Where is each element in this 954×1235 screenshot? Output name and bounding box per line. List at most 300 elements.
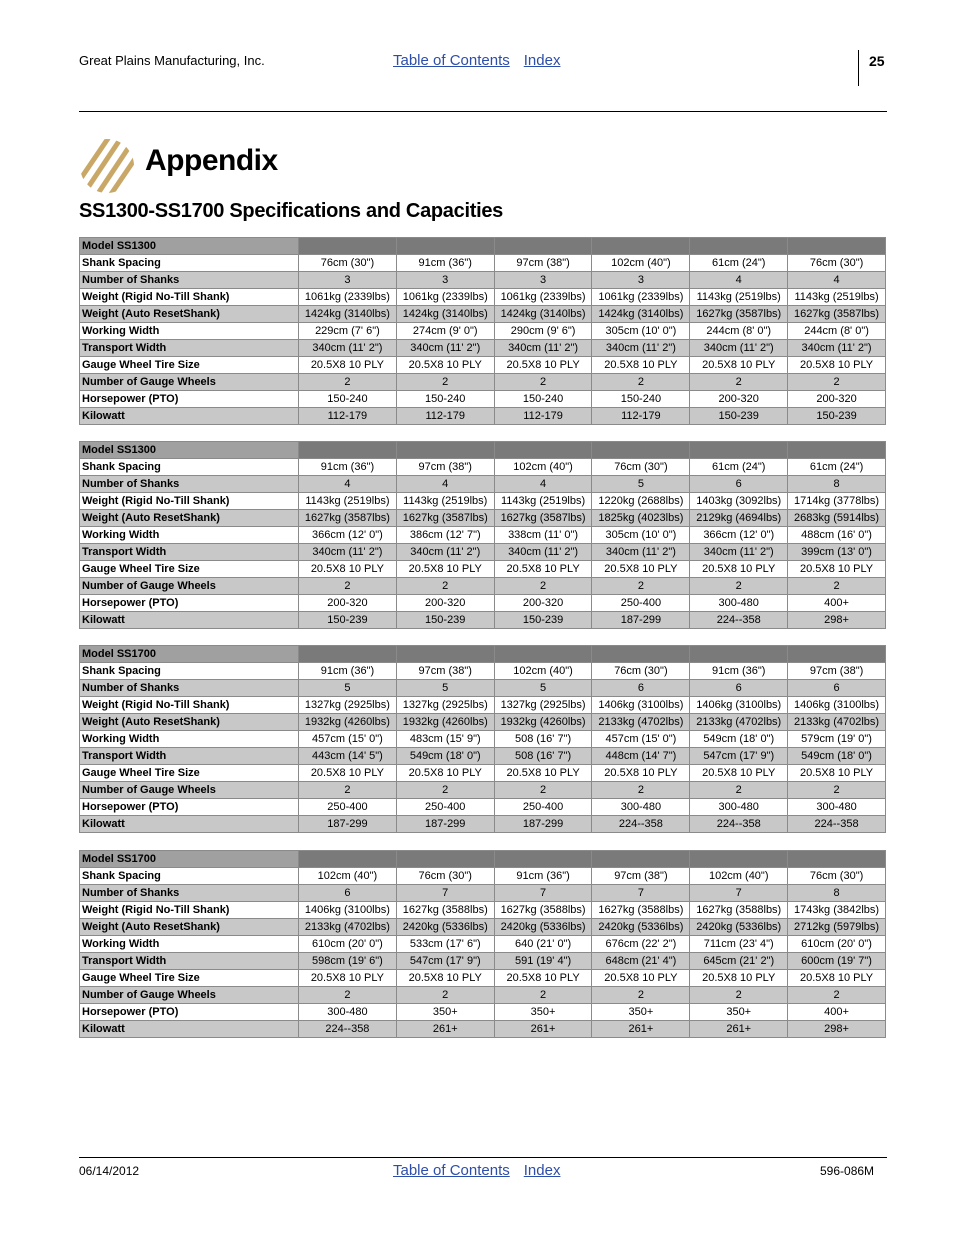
table-cell: 7 bbox=[494, 885, 592, 902]
table-cell: 2 bbox=[299, 987, 397, 1004]
table-cell: 350+ bbox=[494, 1004, 592, 1021]
table-cell: 261+ bbox=[396, 1021, 494, 1038]
table-row bbox=[80, 765, 886, 782]
footer-toc-link[interactable]: Table of Contents bbox=[393, 1162, 510, 1179]
doc-number: 596-086M bbox=[820, 1164, 875, 1178]
table-cell bbox=[299, 238, 397, 255]
table-cell: 1327kg (2925lbs) bbox=[494, 697, 592, 714]
table-cell: 340cm (11' 2") bbox=[690, 340, 788, 357]
row-label: Weight (Rigid No-Till Shank) bbox=[80, 493, 299, 510]
table-row bbox=[80, 289, 886, 306]
table-cell: 3 bbox=[396, 272, 494, 289]
table-row bbox=[80, 885, 886, 902]
table-cell: 2 bbox=[788, 374, 886, 391]
table-row bbox=[80, 493, 886, 510]
table-cell: 2 bbox=[396, 578, 494, 595]
table-row bbox=[80, 731, 886, 748]
table-row bbox=[80, 816, 886, 833]
row-label: Working Width bbox=[80, 936, 299, 953]
row-label: Working Width bbox=[80, 527, 299, 544]
table-cell: 1061kg (2339lbs) bbox=[396, 289, 494, 306]
table-cell: 250-400 bbox=[396, 799, 494, 816]
row-label: Kilowatt bbox=[80, 612, 299, 629]
table-cell: 2420kg (5336lbs) bbox=[690, 919, 788, 936]
table-cell: 1143kg (2519lbs) bbox=[788, 289, 886, 306]
table-row bbox=[80, 578, 886, 595]
table-cell: 20.5X8 10 PLY bbox=[396, 561, 494, 578]
table-row bbox=[80, 1021, 886, 1038]
table-row bbox=[80, 970, 886, 987]
table-cell: 1627kg (3587lbs) bbox=[788, 306, 886, 323]
table-cell: 2133kg (4702lbs) bbox=[299, 919, 397, 936]
table-cell: 91cm (36") bbox=[299, 459, 397, 476]
row-label: Shank Spacing bbox=[80, 459, 299, 476]
table-cell: 7 bbox=[690, 885, 788, 902]
table-cell: 20.5X8 10 PLY bbox=[396, 765, 494, 782]
header-rule bbox=[79, 111, 887, 112]
table-cell bbox=[788, 646, 886, 663]
footer-rule bbox=[79, 1157, 887, 1158]
table-cell: 298+ bbox=[788, 1021, 886, 1038]
table-cell bbox=[592, 851, 690, 868]
table-cell: 6 bbox=[299, 885, 397, 902]
table-cell: 300-480 bbox=[690, 595, 788, 612]
footer-index-link[interactable]: Index bbox=[523, 1162, 561, 1179]
table-cell: 76cm (30") bbox=[396, 868, 494, 885]
table-cell: 1327kg (2925lbs) bbox=[396, 697, 494, 714]
row-label: Working Width bbox=[80, 323, 299, 340]
table-cell: 20.5X8 10 PLY bbox=[592, 970, 690, 987]
table-cell: 549cm (18' 0") bbox=[690, 731, 788, 748]
row-label: Weight (Auto ResetShank) bbox=[80, 510, 299, 527]
row-label: Number of Shanks bbox=[80, 680, 299, 697]
table-cell: 350+ bbox=[592, 1004, 690, 1021]
table-cell: 244cm (8' 0") bbox=[690, 323, 788, 340]
table-cell: 1714kg (3778lbs) bbox=[788, 493, 886, 510]
table-cell: 2420kg (5336lbs) bbox=[494, 919, 592, 936]
table-cell: 4 bbox=[396, 476, 494, 493]
table-cell: 250-400 bbox=[592, 595, 690, 612]
table-cell bbox=[690, 442, 788, 459]
table-cell bbox=[788, 238, 886, 255]
table-cell bbox=[494, 238, 592, 255]
table-cell: 2 bbox=[299, 578, 397, 595]
table-cell: 2420kg (5336lbs) bbox=[396, 919, 494, 936]
row-label: Gauge Wheel Tire Size bbox=[80, 765, 299, 782]
row-label: Shank Spacing bbox=[80, 868, 299, 885]
table-cell: 2 bbox=[690, 578, 788, 595]
table-cell: 366cm (12' 0") bbox=[299, 527, 397, 544]
table-cell bbox=[788, 851, 886, 868]
table-cell: 2 bbox=[592, 987, 690, 1004]
table-cell: 6 bbox=[690, 680, 788, 697]
table-cell: 150-240 bbox=[592, 391, 690, 408]
table-cell: 5 bbox=[396, 680, 494, 697]
table-cell: 20.5X8 10 PLY bbox=[788, 970, 886, 987]
table-cell: 4 bbox=[494, 476, 592, 493]
table-cell: 2133kg (4702lbs) bbox=[592, 714, 690, 731]
row-label: Horsepower (PTO) bbox=[80, 391, 299, 408]
table-cell: 61cm (24") bbox=[690, 459, 788, 476]
table-cell: 300-480 bbox=[788, 799, 886, 816]
table-cell: 1424kg (3140lbs) bbox=[592, 306, 690, 323]
table-cell: 400+ bbox=[788, 1004, 886, 1021]
table-cell: 533cm (17' 6") bbox=[396, 936, 494, 953]
section-title: SS1300-SS1700 Specifications and Capacities bbox=[79, 200, 503, 222]
table-cell: 350+ bbox=[690, 1004, 788, 1021]
table-cell: 1406kg (3100lbs) bbox=[299, 902, 397, 919]
table-cell: 20.5X8 10 PLY bbox=[494, 561, 592, 578]
table-cell: 150-239 bbox=[299, 612, 397, 629]
table-cell: 187-299 bbox=[592, 612, 690, 629]
table-row bbox=[80, 902, 886, 919]
table-cell: 20.5X8 10 PLY bbox=[690, 970, 788, 987]
table-cell: 2683kg (5914lbs) bbox=[788, 510, 886, 527]
table-cell bbox=[494, 646, 592, 663]
table-cell: 2 bbox=[299, 374, 397, 391]
model-label: Model SS1700 bbox=[80, 851, 299, 868]
table-cell: 598cm (19' 6") bbox=[299, 953, 397, 970]
spec-table bbox=[79, 441, 886, 629]
table-cell: 112-179 bbox=[299, 408, 397, 425]
row-label: Kilowatt bbox=[80, 816, 299, 833]
toc-link[interactable]: Table of Contents bbox=[393, 52, 510, 69]
table-cell: 1627kg (3588lbs) bbox=[494, 902, 592, 919]
table-cell: 1743kg (3842lbs) bbox=[788, 902, 886, 919]
footer-date: 06/14/2012 bbox=[79, 1164, 140, 1178]
table-cell: 443cm (14' 5") bbox=[299, 748, 397, 765]
table-cell: 340cm (11' 2") bbox=[788, 340, 886, 357]
table-cell: 91cm (36") bbox=[299, 663, 397, 680]
table-row bbox=[80, 391, 886, 408]
table-cell: 2 bbox=[592, 782, 690, 799]
row-label: Weight (Rigid No-Till Shank) bbox=[80, 902, 299, 919]
row-label: Horsepower (PTO) bbox=[80, 799, 299, 816]
table-cell: 2133kg (4702lbs) bbox=[690, 714, 788, 731]
table-cell: 340cm (11' 2") bbox=[299, 544, 397, 561]
table-cell: 102cm (40") bbox=[690, 868, 788, 885]
table-cell: 340cm (11' 2") bbox=[396, 340, 494, 357]
table-cell: 244cm (8' 0") bbox=[788, 323, 886, 340]
table-cell: 91cm (36") bbox=[690, 663, 788, 680]
model-header-row bbox=[80, 851, 886, 868]
table-cell: 112-179 bbox=[396, 408, 494, 425]
table-row bbox=[80, 748, 886, 765]
row-label: Number of Shanks bbox=[80, 885, 299, 902]
row-label: Shank Spacing bbox=[80, 255, 299, 272]
table-row bbox=[80, 680, 886, 697]
table-row bbox=[80, 1004, 886, 1021]
table-cell: 61cm (24") bbox=[690, 255, 788, 272]
table-cell: 483cm (15' 9") bbox=[396, 731, 494, 748]
table-cell: 2 bbox=[690, 782, 788, 799]
table-cell: 200-320 bbox=[788, 391, 886, 408]
table-cell: 610cm (20' 0") bbox=[299, 936, 397, 953]
table-row bbox=[80, 510, 886, 527]
table-cell: 340cm (11' 2") bbox=[690, 544, 788, 561]
table-row bbox=[80, 374, 886, 391]
table-row bbox=[80, 612, 886, 629]
row-label: Number of Shanks bbox=[80, 272, 299, 289]
table-cell: 2 bbox=[494, 374, 592, 391]
table-cell: 448cm (14' 7") bbox=[592, 748, 690, 765]
table-cell: 20.5X8 10 PLY bbox=[299, 970, 397, 987]
table-row bbox=[80, 408, 886, 425]
table-cell: 61cm (24") bbox=[788, 459, 886, 476]
table-cell: 97cm (38") bbox=[788, 663, 886, 680]
table-cell: 112-179 bbox=[494, 408, 592, 425]
table-cell: 224--358 bbox=[788, 816, 886, 833]
row-label: Weight (Auto ResetShank) bbox=[80, 306, 299, 323]
table-cell: 645cm (21' 2") bbox=[690, 953, 788, 970]
table-cell: 102cm (40") bbox=[592, 255, 690, 272]
table-cell: 1424kg (3140lbs) bbox=[396, 306, 494, 323]
table-row bbox=[80, 272, 886, 289]
row-label: Number of Shanks bbox=[80, 476, 299, 493]
table-row bbox=[80, 323, 886, 340]
table-cell: 4 bbox=[690, 272, 788, 289]
table-cell: 187-299 bbox=[299, 816, 397, 833]
table-cell: 91cm (36") bbox=[396, 255, 494, 272]
table-cell: 6 bbox=[690, 476, 788, 493]
table-cell: 1406kg (3100lbs) bbox=[592, 697, 690, 714]
table-cell: 4 bbox=[788, 272, 886, 289]
table-cell: 20.5X8 10 PLY bbox=[494, 970, 592, 987]
table-cell: 224--358 bbox=[690, 612, 788, 629]
table-cell: 1627kg (3587lbs) bbox=[396, 510, 494, 527]
table-cell: 1061kg (2339lbs) bbox=[299, 289, 397, 306]
table-cell: 2 bbox=[788, 987, 886, 1004]
table-cell: 1424kg (3140lbs) bbox=[494, 306, 592, 323]
table-cell: 261+ bbox=[592, 1021, 690, 1038]
table-cell bbox=[396, 442, 494, 459]
table-cell: 300-480 bbox=[690, 799, 788, 816]
table-cell: 20.5X8 10 PLY bbox=[396, 357, 494, 374]
table-cell: 547cm (17' 9") bbox=[690, 748, 788, 765]
table-row bbox=[80, 799, 886, 816]
table-cell: 150-240 bbox=[299, 391, 397, 408]
table-cell: 4 bbox=[299, 476, 397, 493]
table-cell: 591 (19' 4") bbox=[494, 953, 592, 970]
table-cell: 187-299 bbox=[494, 816, 592, 833]
model-header-row bbox=[80, 442, 886, 459]
table-cell: 6 bbox=[592, 680, 690, 697]
table-cell: 224--358 bbox=[592, 816, 690, 833]
table-cell bbox=[690, 851, 788, 868]
table-row bbox=[80, 306, 886, 323]
table-cell bbox=[494, 851, 592, 868]
table-cell: 20.5X8 10 PLY bbox=[494, 357, 592, 374]
row-label: Working Width bbox=[80, 731, 299, 748]
table-cell: 1825kg (4023lbs) bbox=[592, 510, 690, 527]
table-row bbox=[80, 663, 886, 680]
table-cell: 290cm (9' 6") bbox=[494, 323, 592, 340]
table-cell bbox=[396, 646, 494, 663]
table-cell: 2133kg (4702lbs) bbox=[788, 714, 886, 731]
table-cell: 508 (16' 7") bbox=[494, 731, 592, 748]
table-cell: 1143kg (2519lbs) bbox=[494, 493, 592, 510]
model-header-row bbox=[80, 646, 886, 663]
row-label: Transport Width bbox=[80, 340, 299, 357]
table-cell: 20.5X8 10 PLY bbox=[299, 765, 397, 782]
table-cell: 1406kg (3100lbs) bbox=[788, 697, 886, 714]
table-cell: 1627kg (3587lbs) bbox=[299, 510, 397, 527]
table-cell: 76cm (30") bbox=[788, 255, 886, 272]
table-cell: 640 (21' 0") bbox=[494, 936, 592, 953]
table-cell: 8 bbox=[788, 476, 886, 493]
table-cell: 2 bbox=[592, 374, 690, 391]
table-cell: 150-239 bbox=[690, 408, 788, 425]
table-cell: 1627kg (3588lbs) bbox=[690, 902, 788, 919]
table-cell: 2 bbox=[788, 782, 886, 799]
table-cell: 547cm (17' 9") bbox=[396, 953, 494, 970]
table-row bbox=[80, 340, 886, 357]
table-cell: 2 bbox=[396, 374, 494, 391]
row-label: Weight (Auto ResetShank) bbox=[80, 919, 299, 936]
table-cell: 5 bbox=[494, 680, 592, 697]
table-cell: 2 bbox=[299, 782, 397, 799]
table-cell: 7 bbox=[592, 885, 690, 902]
table-cell: 1143kg (2519lbs) bbox=[299, 493, 397, 510]
table-cell: 2 bbox=[690, 987, 788, 1004]
table-cell: 2 bbox=[494, 987, 592, 1004]
table-cell bbox=[396, 851, 494, 868]
spec-table bbox=[79, 237, 886, 425]
row-label: Transport Width bbox=[80, 748, 299, 765]
table-cell: 20.5X8 10 PLY bbox=[299, 357, 397, 374]
table-cell: 340cm (11' 2") bbox=[592, 340, 690, 357]
table-cell: 676cm (22' 2") bbox=[592, 936, 690, 953]
table-cell: 97cm (38") bbox=[592, 868, 690, 885]
row-label: Number of Gauge Wheels bbox=[80, 987, 299, 1004]
table-cell: 1061kg (2339lbs) bbox=[592, 289, 690, 306]
row-label: Weight (Rigid No-Till Shank) bbox=[80, 697, 299, 714]
row-label: Kilowatt bbox=[80, 1021, 299, 1038]
table-cell: 20.5X8 10 PLY bbox=[788, 561, 886, 578]
table-cell: 76cm (30") bbox=[592, 663, 690, 680]
table-cell: 1627kg (3587lbs) bbox=[494, 510, 592, 527]
table-cell: 150-239 bbox=[788, 408, 886, 425]
table-cell: 91cm (36") bbox=[494, 868, 592, 885]
table-cell: 200-320 bbox=[299, 595, 397, 612]
table-cell: 340cm (11' 2") bbox=[396, 544, 494, 561]
table-cell: 20.5X8 10 PLY bbox=[299, 561, 397, 578]
row-label: Horsepower (PTO) bbox=[80, 1004, 299, 1021]
row-label: Gauge Wheel Tire Size bbox=[80, 561, 299, 578]
model-label: Model SS1300 bbox=[80, 238, 299, 255]
table-cell: 1932kg (4260lbs) bbox=[494, 714, 592, 731]
table-cell: 20.5X8 10 PLY bbox=[592, 561, 690, 578]
table-cell: 648cm (21' 4") bbox=[592, 953, 690, 970]
table-cell bbox=[788, 442, 886, 459]
table-cell bbox=[299, 442, 397, 459]
table-cell: 488cm (16' 0") bbox=[788, 527, 886, 544]
table-cell: 7 bbox=[396, 885, 494, 902]
table-cell: 340cm (11' 2") bbox=[494, 544, 592, 561]
table-cell bbox=[690, 238, 788, 255]
table-cell: 20.5X8 10 PLY bbox=[592, 765, 690, 782]
index-link[interactable]: Index bbox=[523, 52, 561, 69]
table-cell: 97cm (38") bbox=[396, 459, 494, 476]
table-cell: 300-480 bbox=[299, 1004, 397, 1021]
table-cell: 76cm (30") bbox=[299, 255, 397, 272]
table-cell: 600cm (19' 7") bbox=[788, 953, 886, 970]
table-cell: 76cm (30") bbox=[788, 868, 886, 885]
table-row bbox=[80, 476, 886, 493]
table-cell: 261+ bbox=[690, 1021, 788, 1038]
table-cell: 20.5X8 10 PLY bbox=[788, 357, 886, 374]
table-cell: 3 bbox=[592, 272, 690, 289]
table-cell: 549cm (18' 0") bbox=[788, 748, 886, 765]
table-cell: 579cm (19' 0") bbox=[788, 731, 886, 748]
table-cell: 20.5X8 10 PLY bbox=[494, 765, 592, 782]
table-cell: 305cm (10' 0") bbox=[592, 323, 690, 340]
table-cell: 2420kg (5336lbs) bbox=[592, 919, 690, 936]
row-label: Shank Spacing bbox=[80, 663, 299, 680]
company-name: Great Plains Manufacturing, Inc. bbox=[79, 53, 265, 68]
table-cell: 340cm (11' 2") bbox=[299, 340, 397, 357]
table-cell: 2129kg (4694lbs) bbox=[690, 510, 788, 527]
table-cell bbox=[396, 238, 494, 255]
header-divider bbox=[858, 50, 859, 86]
table-cell: 399cm (13' 0") bbox=[788, 544, 886, 561]
table-cell: 20.5X8 10 PLY bbox=[396, 970, 494, 987]
table-cell: 150-239 bbox=[396, 612, 494, 629]
table-cell bbox=[592, 442, 690, 459]
table-cell: 224--358 bbox=[690, 816, 788, 833]
table-cell: 1220kg (2688lbs) bbox=[592, 493, 690, 510]
table-cell: 274cm (9' 0") bbox=[396, 323, 494, 340]
page-title: Appendix bbox=[145, 144, 278, 177]
table-cell: 300-480 bbox=[592, 799, 690, 816]
table-cell: 224--358 bbox=[299, 1021, 397, 1038]
table-cell: 298+ bbox=[788, 612, 886, 629]
table-cell: 340cm (11' 2") bbox=[494, 340, 592, 357]
table-cell: 2 bbox=[396, 782, 494, 799]
table-cell bbox=[592, 646, 690, 663]
table-cell: 1061kg (2339lbs) bbox=[494, 289, 592, 306]
table-row bbox=[80, 953, 886, 970]
table-cell: 8 bbox=[788, 885, 886, 902]
table-cell: 1403kg (3092lbs) bbox=[690, 493, 788, 510]
table-cell: 508 (16' 7") bbox=[494, 748, 592, 765]
table-cell: 5 bbox=[592, 476, 690, 493]
table-cell: 2 bbox=[690, 374, 788, 391]
table-cell: 150-240 bbox=[494, 391, 592, 408]
table-cell: 2 bbox=[494, 782, 592, 799]
table-cell: 20.5X8 10 PLY bbox=[690, 357, 788, 374]
row-label: Gauge Wheel Tire Size bbox=[80, 357, 299, 374]
table-cell bbox=[494, 442, 592, 459]
table-cell bbox=[592, 238, 690, 255]
model-label: Model SS1300 bbox=[80, 442, 299, 459]
header-nav bbox=[393, 52, 560, 69]
table-cell: 150-240 bbox=[396, 391, 494, 408]
table-row bbox=[80, 527, 886, 544]
table-row bbox=[80, 561, 886, 578]
table-row bbox=[80, 255, 886, 272]
table-cell: 200-320 bbox=[690, 391, 788, 408]
table-cell: 200-320 bbox=[494, 595, 592, 612]
table-cell: 340cm (11' 2") bbox=[592, 544, 690, 561]
table-cell: 386cm (12' 7") bbox=[396, 527, 494, 544]
row-label: Gauge Wheel Tire Size bbox=[80, 970, 299, 987]
table-cell: 2 bbox=[592, 578, 690, 595]
table-cell: 261+ bbox=[494, 1021, 592, 1038]
table-cell: 5 bbox=[299, 680, 397, 697]
table-cell: 1932kg (4260lbs) bbox=[299, 714, 397, 731]
table-cell: 2712kg (5979lbs) bbox=[788, 919, 886, 936]
